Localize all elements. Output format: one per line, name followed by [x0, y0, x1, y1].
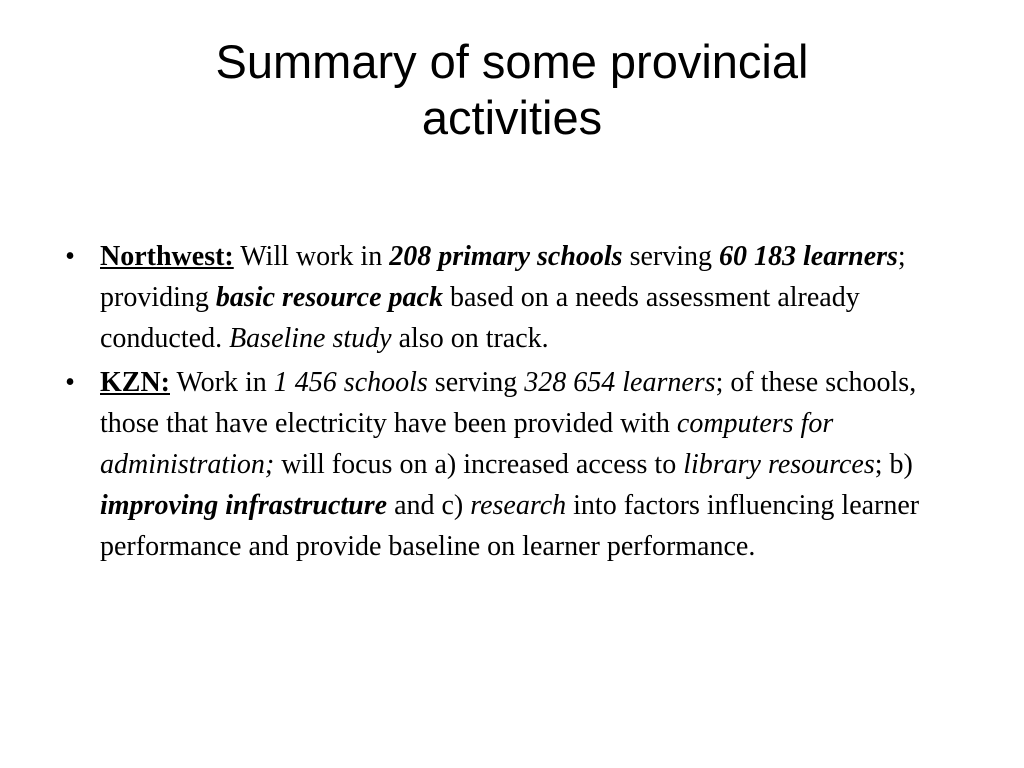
text-segment: serving — [622, 241, 720, 272]
title-line-2: activities — [421, 91, 603, 144]
text-segment: and c) — [387, 490, 471, 521]
emphasis-school-count: 1 456 schools — [273, 367, 428, 398]
emphasis-computers: computers for administration; — [100, 408, 834, 480]
bullet-icon: • — [65, 367, 75, 398]
emphasis-library-resources: library resources — [683, 449, 875, 480]
text-segment: Will work in — [233, 241, 390, 272]
text-segment: will focus on a) increased access to — [274, 449, 684, 480]
text-segment: ; providing — [100, 241, 906, 313]
text-segment: ; b) — [874, 449, 913, 480]
text-segment: ; of these schools, those that have electricity have been provided with — [100, 367, 917, 439]
text-segment: based on a needs assessment already conducted. — [100, 282, 860, 354]
text-segment: serving — [427, 367, 525, 398]
text-segment: Work in — [170, 367, 274, 398]
region-label-northwest: Northwest: — [100, 241, 234, 272]
region-label-kzn: KZN: — [100, 367, 170, 398]
slide-title — [60, 34, 964, 146]
bullet-list — [60, 236, 970, 570]
text-segment: also on track. — [391, 323, 549, 354]
emphasis-baseline-study: Baseline study — [229, 323, 392, 354]
emphasis-infrastructure: improving infrastructure — [100, 490, 388, 521]
bullet-item-northwest — [60, 236, 970, 359]
emphasis-school-count: 208 primary schools — [389, 241, 623, 272]
title-line-1: Summary of some provincial — [215, 35, 809, 88]
text-segment: into factors influencing learner performance and provide baseline on learner performance. — [100, 490, 920, 562]
bullet-icon: • — [65, 241, 75, 272]
bullet-item-kzn — [60, 362, 970, 567]
emphasis-resource-pack: basic resource pack — [215, 282, 443, 313]
emphasis-research: research — [470, 490, 567, 521]
emphasis-learner-count: 60 183 learners — [719, 241, 898, 272]
emphasis-learner-count: 328 654 learners — [524, 367, 716, 398]
